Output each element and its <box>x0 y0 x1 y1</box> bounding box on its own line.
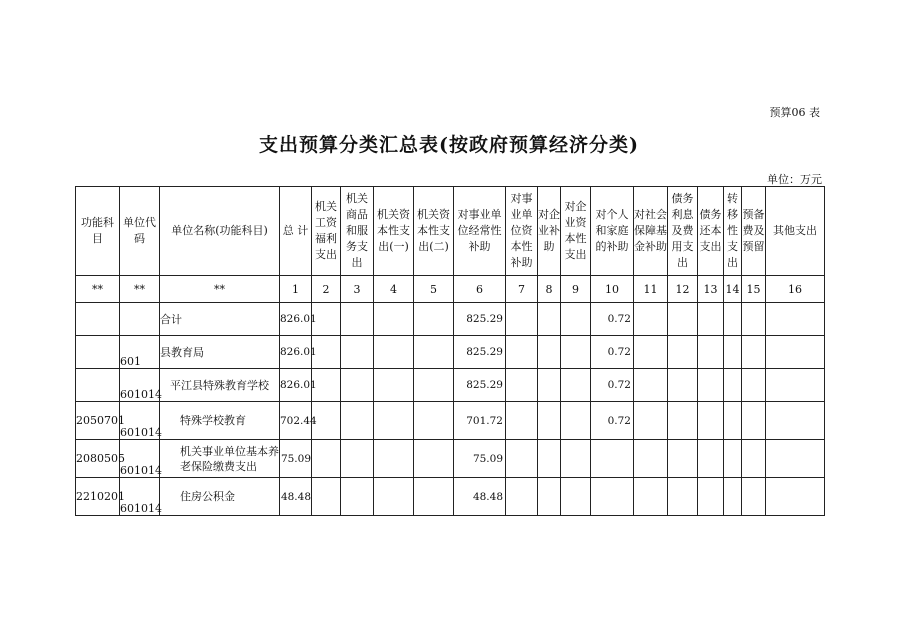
index-cell: 13 <box>698 276 724 303</box>
col-header: 对社会保障基金补助 <box>634 187 668 276</box>
empty-cell <box>414 303 454 336</box>
empty-cell <box>698 369 724 402</box>
empty-cell <box>374 478 414 516</box>
amount-cell: 825.29 <box>454 303 506 336</box>
unit-name-cell: 机关事业单位基本养老保险缴费支出 <box>160 440 280 478</box>
empty-cell <box>724 478 742 516</box>
empty-cell <box>538 336 561 369</box>
empty-cell <box>634 440 668 478</box>
index-cell: 1 <box>280 276 312 303</box>
empty-cell <box>374 440 414 478</box>
empty-cell <box>561 336 591 369</box>
table-row <box>76 369 825 402</box>
budget-table <box>75 186 825 516</box>
unit-code-cell <box>120 303 160 336</box>
col-header: 功能科目 <box>76 187 120 276</box>
amount-cell: 0.72 <box>591 369 634 402</box>
index-cell: 12 <box>668 276 698 303</box>
amount-cell: 75.09 <box>454 440 506 478</box>
total-cell: 826.01 <box>280 369 312 402</box>
unit-name-cell: 县教育局 <box>160 336 280 369</box>
unit-name-cell: 平江县特殊教育学校 <box>160 369 280 402</box>
unit-name-cell: 合计 <box>160 303 280 336</box>
empty-cell <box>698 303 724 336</box>
empty-cell <box>561 369 591 402</box>
function-code-cell: 2080505 <box>76 440 120 478</box>
col-header: 对企业补助 <box>538 187 561 276</box>
empty-cell <box>766 440 825 478</box>
col-header: 债务还本支出 <box>698 187 724 276</box>
empty-cell <box>538 478 561 516</box>
unit-name-cell: 住房公积金 <box>160 478 280 516</box>
col-header: 其他支出 <box>766 187 825 276</box>
empty-cell <box>538 440 561 478</box>
index-cell: 11 <box>634 276 668 303</box>
index-cell: 8 <box>538 276 561 303</box>
amount-cell: 825.29 <box>454 336 506 369</box>
empty-cell <box>698 336 724 369</box>
empty-cell <box>742 369 766 402</box>
function-code-cell <box>76 303 120 336</box>
empty-cell <box>341 303 374 336</box>
index-cell: ** <box>76 276 120 303</box>
empty-cell <box>698 402 724 440</box>
empty-cell <box>312 478 341 516</box>
empty-cell <box>561 478 591 516</box>
page-title: 支出预算分类汇总表(按政府预算经济分类) <box>259 134 639 156</box>
index-cell: 10 <box>591 276 634 303</box>
total-cell: 48.48 <box>280 478 312 516</box>
empty-cell <box>698 478 724 516</box>
col-header: 对个人和家庭的补助 <box>591 187 634 276</box>
unit-code-cell: 601014 <box>120 369 160 402</box>
empty-cell <box>341 402 374 440</box>
empty-cell <box>766 303 825 336</box>
empty-cell <box>766 478 825 516</box>
form-number: 预算06 表 <box>769 106 820 119</box>
unit-code-cell: 601014 <box>120 478 160 516</box>
index-cell: 6 <box>454 276 506 303</box>
col-header: 转移性支出 <box>724 187 742 276</box>
index-row <box>76 276 825 303</box>
index-cell: ** <box>160 276 280 303</box>
col-header: 对事业单位资本性补助 <box>506 187 538 276</box>
empty-cell <box>506 336 538 369</box>
empty-cell <box>668 369 698 402</box>
empty-cell <box>374 369 414 402</box>
empty-cell <box>724 369 742 402</box>
empty-cell <box>561 303 591 336</box>
index-cell: 5 <box>414 276 454 303</box>
empty-cell <box>766 336 825 369</box>
empty-cell <box>374 336 414 369</box>
empty-cell <box>634 303 668 336</box>
unit-code-cell: 601 <box>120 336 160 369</box>
index-cell: 9 <box>561 276 591 303</box>
empty-cell <box>634 369 668 402</box>
empty-cell <box>506 402 538 440</box>
table-row <box>76 478 825 516</box>
empty-cell <box>538 303 561 336</box>
amount-cell: 48.48 <box>454 478 506 516</box>
total-cell: 826.01 <box>280 303 312 336</box>
empty-cell <box>506 440 538 478</box>
col-header: 总 计 <box>280 187 312 276</box>
amount-cell: 701.72 <box>454 402 506 440</box>
col-header: 预备费及预留 <box>742 187 766 276</box>
col-header: 单位名称(功能科目) <box>160 187 280 276</box>
empty-cell <box>766 369 825 402</box>
empty-cell <box>341 336 374 369</box>
total-cell: 75.09 <box>280 440 312 478</box>
empty-cell <box>668 440 698 478</box>
empty-cell <box>724 440 742 478</box>
index-cell: 2 <box>312 276 341 303</box>
index-cell: 3 <box>341 276 374 303</box>
index-cell: 14 <box>724 276 742 303</box>
empty-cell <box>742 402 766 440</box>
col-header: 对事业单位经常性补助 <box>454 187 506 276</box>
function-code-cell: 2210201 <box>76 478 120 516</box>
empty-cell <box>561 440 591 478</box>
empty-cell <box>724 303 742 336</box>
empty-cell <box>668 402 698 440</box>
amount-cell: 0.72 <box>591 303 634 336</box>
empty-cell <box>668 303 698 336</box>
empty-cell <box>341 440 374 478</box>
empty-cell <box>414 336 454 369</box>
unit-code-cell: 601014 <box>120 402 160 440</box>
unit-code-cell: 601014 <box>120 440 160 478</box>
empty-cell <box>698 440 724 478</box>
empty-cell <box>506 303 538 336</box>
amount-cell <box>591 478 634 516</box>
empty-cell <box>634 402 668 440</box>
table-row <box>76 303 825 336</box>
header-row <box>76 187 825 276</box>
unit-name-cell: 特殊学校教育 <box>160 402 280 440</box>
col-header: 债务利息及费用支出 <box>668 187 698 276</box>
empty-cell <box>506 478 538 516</box>
amount-cell: 825.29 <box>454 369 506 402</box>
empty-cell <box>668 478 698 516</box>
col-header: 单位代码 <box>120 187 160 276</box>
empty-cell <box>374 402 414 440</box>
empty-cell <box>724 402 742 440</box>
empty-cell <box>561 402 591 440</box>
empty-cell <box>538 402 561 440</box>
col-header: 机关商品和服务支出 <box>341 187 374 276</box>
empty-cell <box>341 369 374 402</box>
empty-cell <box>634 336 668 369</box>
empty-cell <box>668 336 698 369</box>
index-cell: 15 <box>742 276 766 303</box>
function-code-cell <box>76 369 120 402</box>
empty-cell <box>341 478 374 516</box>
table-row <box>76 402 825 440</box>
empty-cell <box>742 303 766 336</box>
index-cell: 7 <box>506 276 538 303</box>
empty-cell <box>312 440 341 478</box>
empty-cell <box>742 440 766 478</box>
empty-cell <box>766 402 825 440</box>
index-cell: ** <box>120 276 160 303</box>
table-row <box>76 336 825 369</box>
index-cell: 4 <box>374 276 414 303</box>
empty-cell <box>414 478 454 516</box>
empty-cell <box>742 478 766 516</box>
index-cell: 16 <box>766 276 825 303</box>
col-header: 机关工资福利支出 <box>312 187 341 276</box>
unit-label: 单位：万元 <box>767 173 822 186</box>
col-header: 机关资本性支出(二) <box>414 187 454 276</box>
function-code-cell <box>76 336 120 369</box>
empty-cell <box>374 303 414 336</box>
table-row <box>76 440 825 478</box>
amount-cell <box>591 440 634 478</box>
empty-cell <box>506 369 538 402</box>
amount-cell: 0.72 <box>591 402 634 440</box>
empty-cell <box>414 440 454 478</box>
col-header: 对企业资本性支出 <box>561 187 591 276</box>
amount-cell: 0.72 <box>591 336 634 369</box>
empty-cell <box>724 336 742 369</box>
total-cell: 826.01 <box>280 336 312 369</box>
empty-cell <box>538 369 561 402</box>
empty-cell <box>414 402 454 440</box>
total-cell: 702.44 <box>280 402 312 440</box>
function-code-cell: 2050701 <box>76 402 120 440</box>
empty-cell <box>634 478 668 516</box>
empty-cell <box>742 336 766 369</box>
col-header: 机关资本性支出(一) <box>374 187 414 276</box>
empty-cell <box>414 369 454 402</box>
